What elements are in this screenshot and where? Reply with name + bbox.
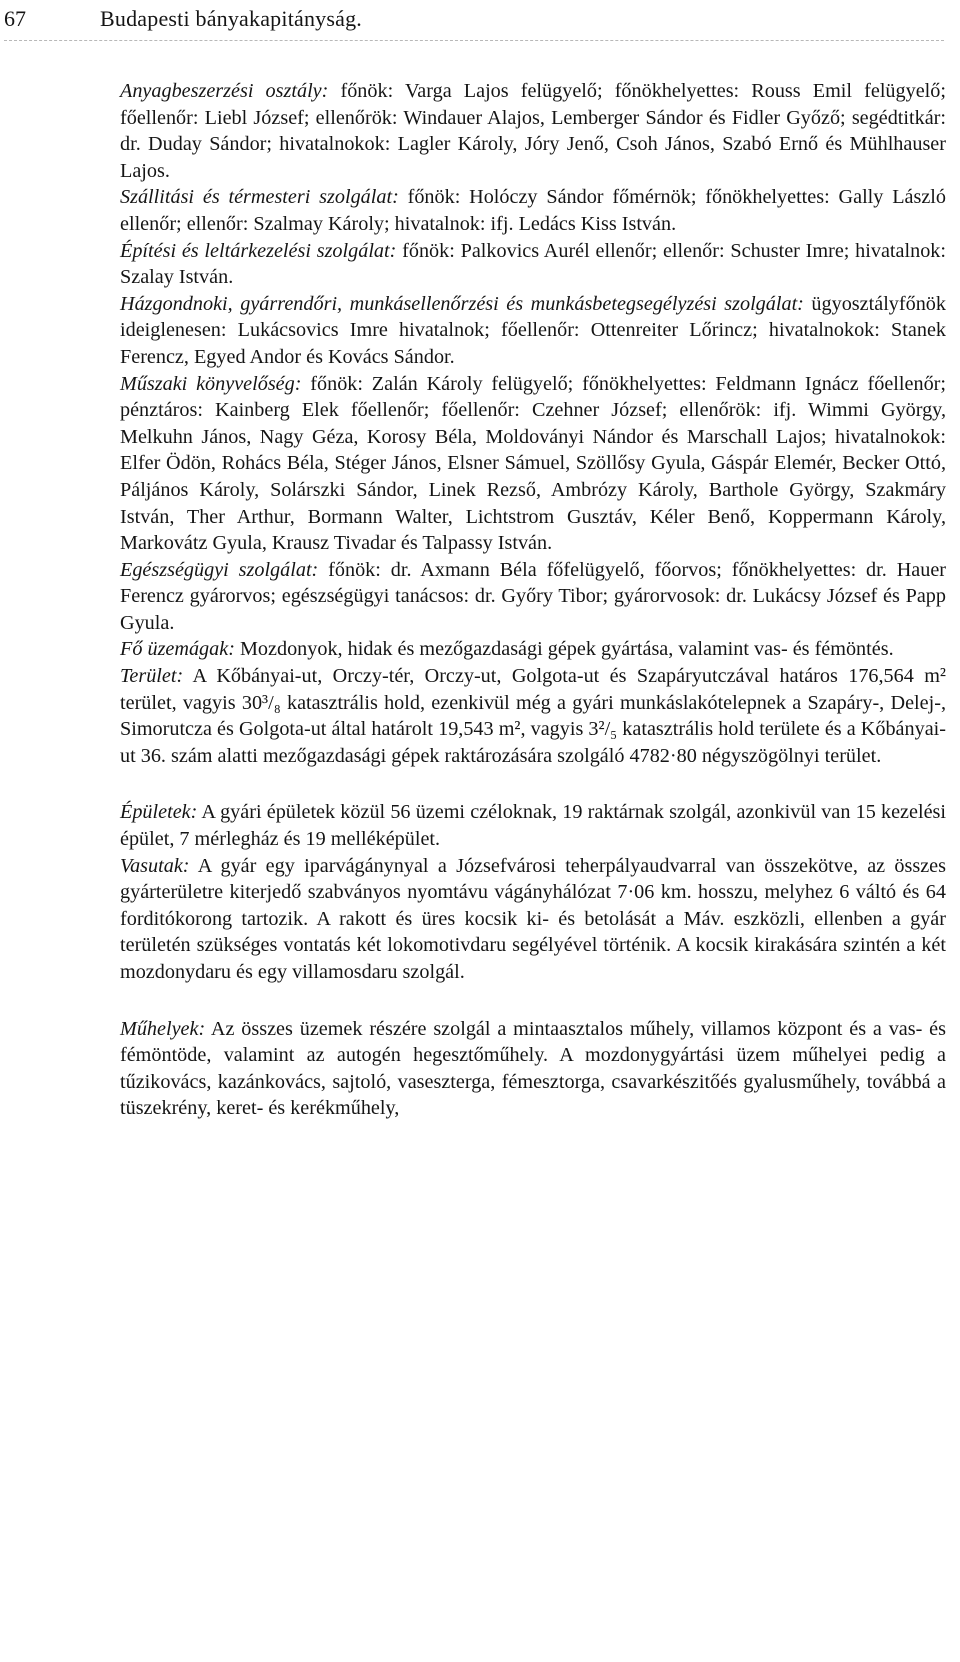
- paragraph-gap: [120, 769, 946, 799]
- paragraph-terulet: [120, 663, 946, 769]
- section-heading: Anyagbeszerzési osztály:: [120, 80, 329, 102]
- paragraph-szallitasi: [120, 184, 946, 237]
- paragraph-gap: [120, 986, 946, 1016]
- running-title: Budapesti bányakapitányság.: [100, 6, 362, 31]
- paragraph-text: A Kőbányai-ut, Orczy-tér, Orczy-ut, Golgota-ut és Szapáryutczával határos 176,564 m² terület, vagyis 30³/₈ katasztrális hold, ezenkivül még a gyári munkáslakótelepnek a Szapáry-, Delej-, Simorutcza és Golgota-ut által határolt 19,543 m², vagyis 3²/₅ katasztrális hold területe és a Kőbányai-ut 36. szám alatti mezőgazdasági gépek raktározására szolgáló 4782·80 négyszögölnyi terület.: [120, 665, 946, 767]
- paragraph-egeszsegugyi: [120, 557, 946, 637]
- section-heading: Műhelyek:: [120, 1017, 206, 1040]
- paragraph-epitesi: [120, 238, 946, 291]
- section-heading: Fő üzemágak:: [120, 638, 235, 661]
- paragraph-anyagbeszerzes: [120, 78, 946, 184]
- paragraph-text: főnök: Holóczy Sándor főmérnök; főnökhelyettes: Gally László ellenőr; ellenőr: Szalmay Károly; hivatalnok: ifj. Ledács Kiss István.: [120, 186, 947, 235]
- section-heading: Szállitási és térmesteri szolgálat:: [120, 186, 399, 209]
- paragraph-epuletek: [120, 799, 946, 852]
- paragraph-vasutak: [120, 853, 946, 986]
- section-heading: Egészségügyi szolgálat:: [120, 558, 319, 581]
- paragraph-text: A gyár egy iparvágánynyal a Józsefvárosi teherpályaudvarral van összekötve, az összes gyárterületre kiterjedő szabványos nyomtávu vágányhálózat 7·06 km. hosszu, melyhez 6 váltó és 64 forditókorong tartozik. A rakott és üres kocsik ki- és betolását a Máv. eszközli, ellenben a gyár területén szükséges vontatás két lokomotivdaru segélyével történik. A kocsik kirakására szintén a két mozdonydaru és egy villamosdaru szolgál.: [120, 854, 946, 983]
- paragraph-text: Az összes üzemek részére szolgál a mintaasztalos műhely, villamos központ és a vas- és fémöntöde, valamint az autogén hegesztőműhely. A mozdonygyártási üzem műhelyei pedig a tűzikovács, kazánkovács, sajtoló, vaseszterga, fémesztorga, csavarkészitőés gyalusműhely, továbbá a tüszekrény, keret- és kerékműhely,: [120, 1017, 946, 1120]
- page-body: [120, 78, 946, 1122]
- page-number: 67: [4, 6, 26, 31]
- section-heading: Építési és leltárkezelési szolgálat:: [120, 239, 397, 262]
- paragraph-muhelyek: [120, 1016, 946, 1122]
- paragraph-text: főnök: Zalán Károly felügyelő; főnökhelyettes: Feldmann Ignácz főellenőr; pénztáros: Kainberg Elek főellenőr; főellenőr: Czehner József; ellenőrök: ifj. Wimmi György, Melkuhn János, Nagy Géza, Korosy Béla, Moldoványi Nándor és Marschall Lajos; hivatalnokok: Elfer Ödön, Rohács Béla, Stéger János, Elsner Sámuel, Szöllősy Gyula, Gáspár Elemér, Becker Ottó, Páljános Károly, Solárszki Sándor, Linek Rezső, Ambrózy Károly, Barthole György, Szakmáry István, Ther Arthur, Bormann Walter, Lichtstrom Gusztáv, Kéler Benő, Koppermann Károly, Markovátz Gyula, Krausz Tivadar és Talpassy István.: [120, 372, 946, 555]
- paragraph-text: A gyári épületek közül 56 üzemi czéloknak, 19 raktárnak szolgál, azonkivül van 15 kezelési épület, 7 mérlegház és 19 melléképület.: [120, 801, 946, 851]
- paragraph-text: főnök: Palkovics Aurél ellenőr; ellenőr: Schuster Imre; hivatalnok: Szalay István.: [120, 239, 946, 289]
- paragraph-hazgondnoki: [120, 291, 946, 371]
- paragraph-text: ügyosztályfőnök ideiglenesen: Lukácsovics Imre hivatalnok; főellenőr: Ottenreiter Lőrincz; hivatalnokok: Stanek Ferencz, Egyed Andor és Kovács Sándor.: [120, 292, 946, 368]
- section-heading: Műszaki könyvelőség:: [120, 372, 302, 395]
- paragraph-text: Mozdonyok, hidak és mezőgazdasági gépek gyártása, valamint vas- és fémöntés.: [234, 638, 894, 661]
- paragraph-text: főnök: dr. Axmann Béla főfelügyelő, főorvos; főnökhelyettes: dr. Hauer Ferencz gyárorvos; egészségügyi tanácsos: dr. Győry Tibor; gyárorvosok: dr. Lukácsy József és Papp Gyula.: [120, 558, 947, 634]
- header-rule: [4, 40, 944, 41]
- section-heading: Vasutak:: [120, 854, 190, 877]
- section-heading: Házgondnoki, gyárrendőri, munkásellenőrzési és munkásbetegsegélyzési szolgálat:: [120, 292, 804, 315]
- section-heading: Épületek:: [120, 801, 198, 824]
- paragraph-muszaki: [120, 371, 946, 557]
- section-heading: Terület:: [120, 665, 184, 688]
- paragraph-text: főnök: Varga Lajos felügyelő; főnökhelyettes: Rouss Emil felügyelő; főellenőr: Liebl József; ellenőrök: Windauer Alajos, Lemberger Sándor és Fidler Győző; segédtitkár: dr. Duday Sándor; hivatalnokok: Lagler Károly, Jóry Jenő, Csoh János, Szabó Ernő és Mühlhauser Lajos.: [120, 80, 946, 182]
- paragraph-fo-uzemagak: [120, 636, 946, 663]
- page-header: [4, 4, 950, 34]
